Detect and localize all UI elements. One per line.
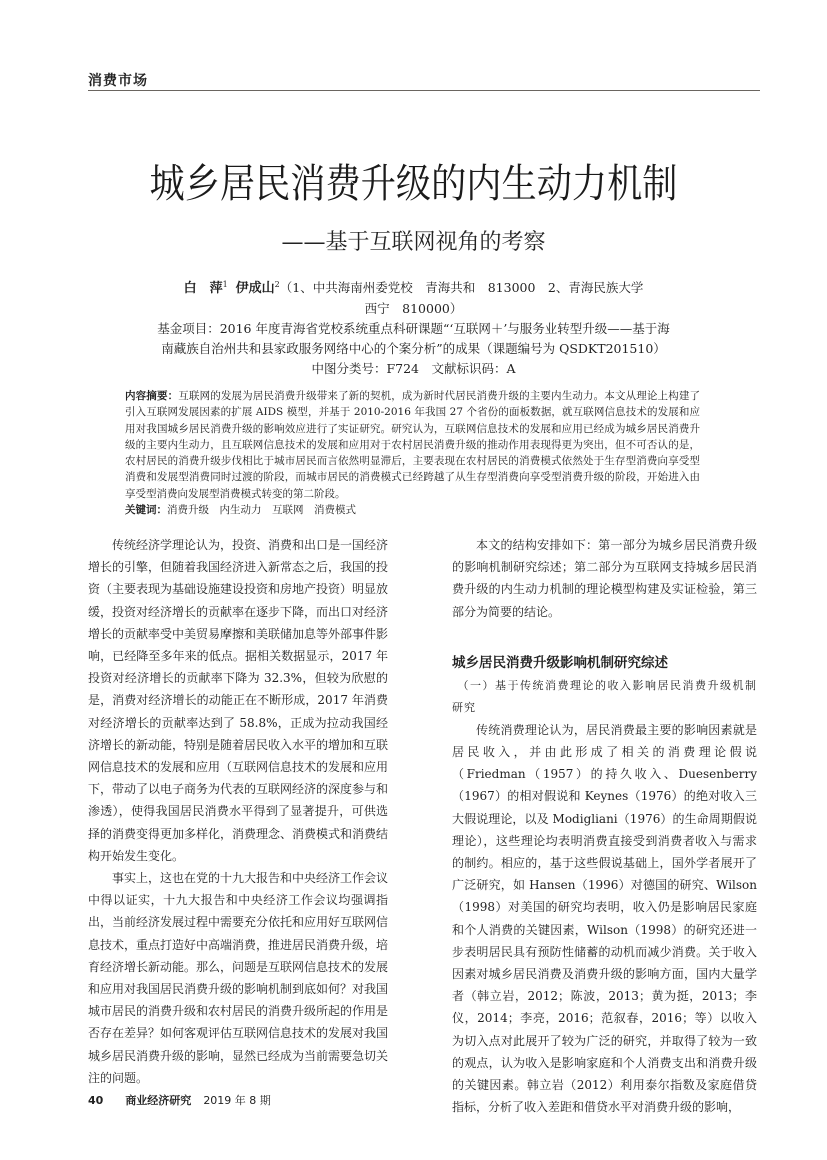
- spacer: [452, 623, 757, 645]
- author-affiliation-marker: 2: [274, 280, 280, 289]
- abstract-label: 内容摘要：: [125, 390, 179, 402]
- affiliations-continued: 西宁 810000）: [364, 301, 463, 317]
- fund-info: 基金项目：2016 年度青海省党校系统重点科研课题“‘互联网＋’与服务业转型升级——基于海: [157, 321, 670, 337]
- section-label: 消费市场: [88, 73, 148, 89]
- body-paragraph: 事实上，这也在党的十九大报告和中央经济工作会议中得以证实，十九大报告和中央经济工作会议均强调指出，当前经济发展过程中需要充分依托和应用好互联网信息技术，重点打造好中高端消费，推进居民消费升级，培育经济增长新动能。那么，问题是互联网信息技术的发展和应用对我国居民消费升级的影响机制到底如何？对我国城市居民的消费升级和农村居民的消费升级所起的作用是否存在差异？如何客观评估互联网信息技术的发展对我国城乡居民消费升级的影响，显然已经成为当前需要急切关注的问题。: [88, 871, 389, 1085]
- subsection-heading: （一）基于传统消费理论的收入影响居民消费升级机制研究: [452, 678, 757, 714]
- classification-code: 中图分类号：F724 文献标识码：A: [311, 361, 516, 377]
- body-column-right: [452, 534, 757, 1118]
- abstract: [125, 388, 700, 518]
- article-meta: [110, 275, 717, 379]
- page-number: 40: [88, 1094, 104, 1107]
- author-name: 白 萍: [183, 281, 223, 297]
- keywords-label: 关键词：: [125, 504, 167, 517]
- article-title: 城乡居民消费升级的内生动力机制: [149, 161, 678, 207]
- body-paragraph: 传统消费理论认为，居民消费最主要的影响因素就是居民收入，并由此形成了相关的消费理论假说（Friedman（1957）的持久收入、Duesenberry（1967）的相对假说和 Keynes（1976）的绝对收入三大假说理论，以及 Modigliani（1976）的生命周期假说理论），这些理论均表明消费直接受到消费者收入与需求的制约。相应的，基于这些假说基础上，国外学者展开了广泛研究，如 Hansen（1996）对德国的研究、Wilson（1998）对美国的研究均表明，收入仍是影响居民家庭和个人消费的关键因素，Wilson（1998）的研究还进一步表明居民具有预防性储蓄的动机而减少消费。关于收入因素对城乡居民消费及消费升级的影响方面，国内大量学者（韩立岩，2012；陈波，2013；黄为挺，2013；李仪，2014；李亮，2016；范叙春，2016；等）以收入为切入点对此展开了较为广泛的研究，并取得了较为一致的观点，认为收入是影响家庭和个人消费支出和消费升级的关键因素。韩立岩（2012）利用泰尔指数及家庭借贷指标，分析了收入差距和借贷水平对消费升级的影响，: [452, 722, 757, 1115]
- article-subtitle: ——基于互联网视角的考察: [281, 230, 546, 255]
- body-paragraph: 传统经济学理论认为，投资、消费和出口是一国经济增长的引擎，但随着我国经济进入新常态之后，我国的投资（主要表现为基础设施建设投资和房地产投资）明显放缓，投资对经济增长的贡献率在逐步下降，而出口对经济增长的贡献率受中美贸易摩擦和美联储加息等外部事件影响，已经降至多年来的低点。据相关数据显示，2017 年投资对经济增长的贡献率下降为 32.3%，但较为欣慰的是，消费对经济增长的动能正在不断形成，2017 年消费对经济增长的贡献率达到了 58.8%，正成为拉动我国经济增长的新动能，特别是随着居民收入水平的增加和互联网信息技术的发展和应用（互联网信息技术的发展和应用下，带动了以电子商务为代表的互联网经济的深度参与和渗透），使得我国居民消费水平得到了显著提升，可供选择的消费变得更加多样化，消费理念、消费模式和消费结构开始发生变化。: [88, 538, 389, 863]
- author-line: [110, 275, 717, 299]
- header-rule: [88, 90, 760, 91]
- issue: 2019 年 8 期: [203, 1094, 271, 1107]
- fund-info-continued: 南藏族自治州共和县家政服务网络中心的个案分析”的成果（课题编号为 QSDKT201510）: [161, 341, 666, 357]
- body-paragraph: 本文的结构安排如下：第一部分为城乡居民消费升级的影响机制研究综述；第二部分为互联网支持城乡居民消费升级的内生动力机制的理论模型构建及实证检验，第三部分为简要的结论。: [452, 538, 757, 619]
- page-footer: [88, 1092, 271, 1108]
- section-heading: 城乡居民消费升级影响机制研究综述: [452, 654, 668, 671]
- journal-name: 商业经济研究: [125, 1094, 192, 1107]
- body-column-left: [88, 534, 388, 1089]
- author-affiliation-marker: 1: [222, 280, 228, 289]
- affiliations: （1、中共海南州委党校 青海共和 813000 2、青海民族大学: [279, 280, 644, 296]
- author-name: 伊成山: [235, 281, 275, 297]
- abstract-text: 互联网的发展为居民消费升级带来了新的契机，成为新时代居民消费升级的主要内生动力。本文从理论上构建了引入互联网发展因素的扩展 AIDS 模型，并基于 2010-2016 年我国 27 个省份的面板数据，就互联网信息技术的发展和应用对我国城乡居民消费升级的影响效应进行了实证研究。研究认为，互联网信息技术的发展和应用已经成为城乡居民消费升级的主要内生动力，且互联网信息技术的发展和应用对于农村居民消费升级的推动作用表现得更为突出，但不可否认的是，农村居民的消费升级步伐相比于城市居民而言依然明显滞后，主要表现在农村居民的消费模式依然处于生存型消费向享受型消费和发展型消费同时过渡的阶段，而城市居民的消费模式已经跨越了从生存型消费向享受型消费升级的阶段，开始进入由享受型消费向发展型消费模式转变的第二阶段。: [125, 390, 701, 500]
- keywords: 消费升级 内生动力 互联网 消费模式: [167, 504, 356, 517]
